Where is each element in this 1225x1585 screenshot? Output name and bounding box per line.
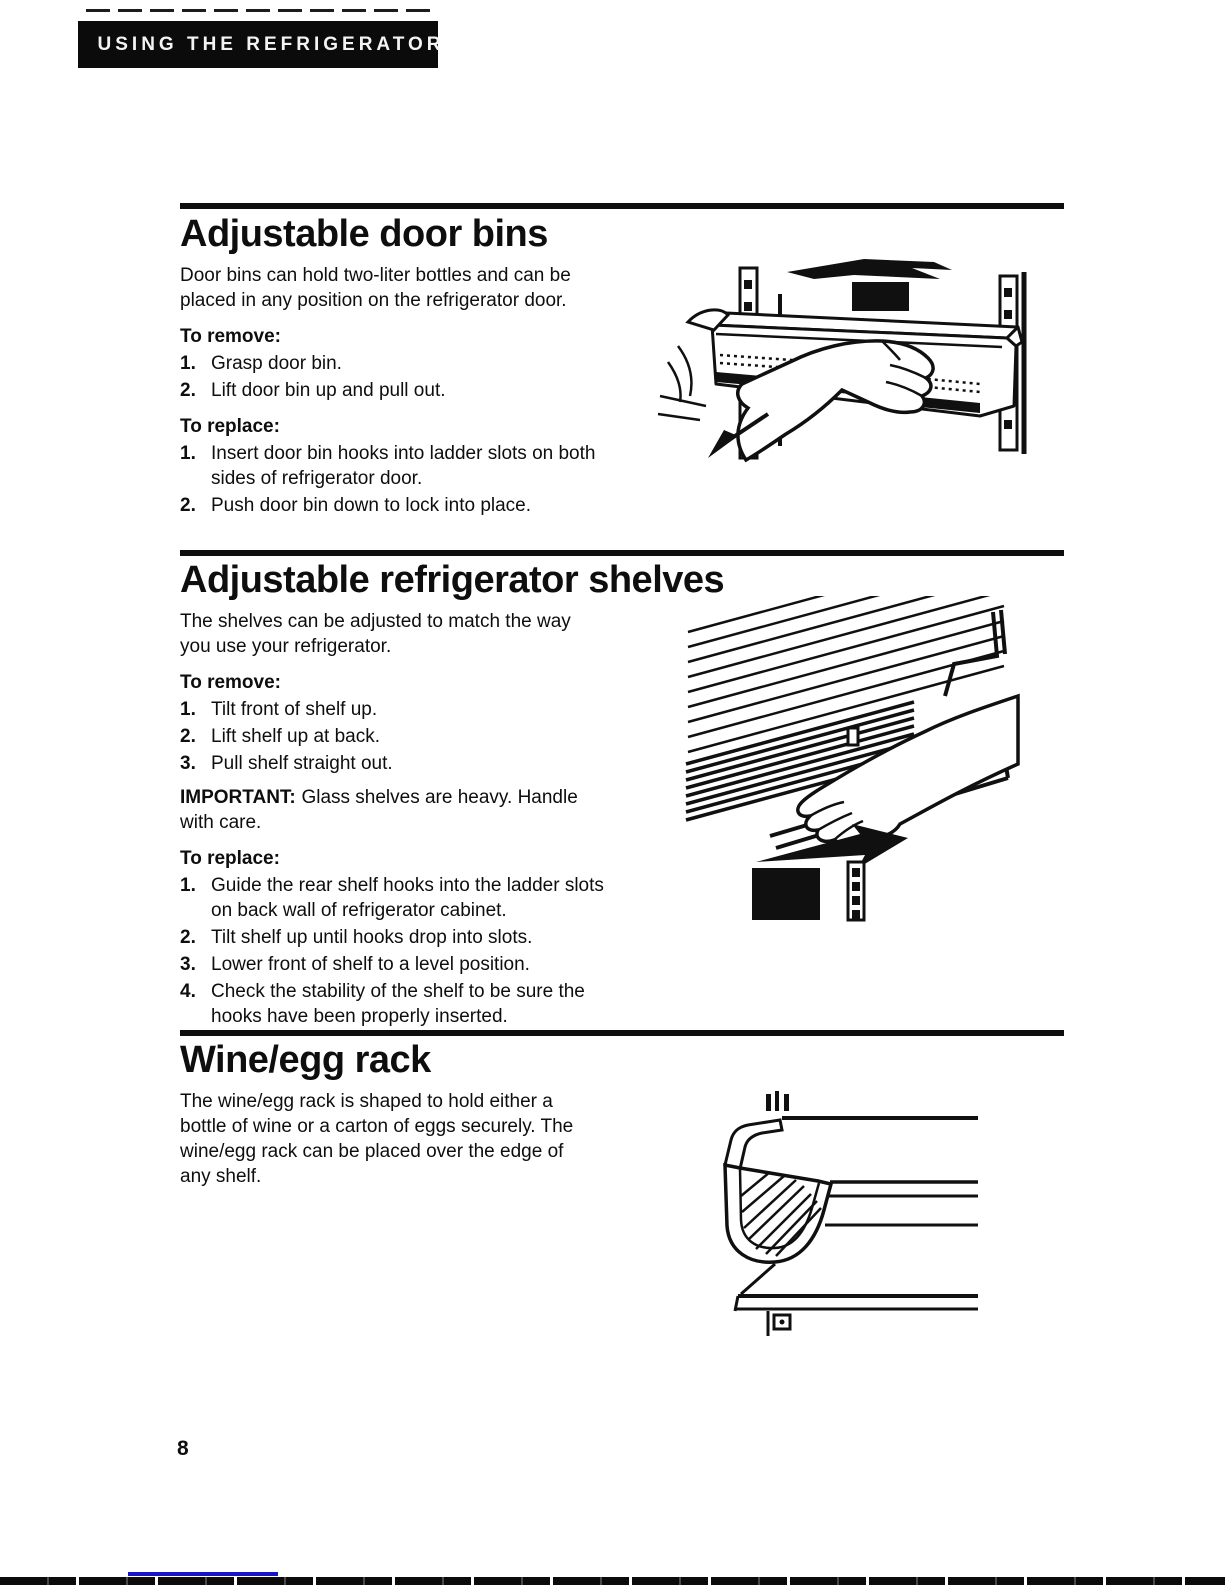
step-number: 3. bbox=[180, 954, 196, 975]
pull-out-arrow bbox=[787, 259, 952, 279]
step-number: 2. bbox=[180, 726, 196, 747]
section-intro: The shelves can be adjusted to match the way you use your refrigerator. bbox=[180, 611, 571, 657]
step-number: 2. bbox=[180, 495, 196, 516]
step-number: 2. bbox=[180, 380, 196, 401]
section-title: Adjustable refrigerator shelves bbox=[180, 559, 725, 601]
wire-shelf-illustration bbox=[652, 596, 1020, 926]
pull-direction-arrowhead bbox=[708, 430, 738, 458]
chapter-tab-label: USING THE REFRIGERATOR bbox=[97, 33, 445, 55]
wine-egg-rack-illustration bbox=[678, 1068, 1008, 1343]
step-text: Check the stability of the shelf to be sure the hooks have been properly inserted. bbox=[211, 981, 585, 1027]
step-item bbox=[180, 697, 615, 722]
chapter-tab bbox=[78, 21, 445, 68]
step-item bbox=[180, 493, 615, 518]
group-heading-remove: To remove: bbox=[180, 326, 282, 347]
section-title: Wine/egg rack bbox=[180, 1039, 431, 1081]
step-item bbox=[180, 351, 615, 376]
important-label: IMPORTANT: bbox=[180, 787, 296, 808]
section-divider-rule bbox=[180, 1030, 1064, 1036]
tab-top-dashed-line bbox=[86, 9, 438, 12]
step-text: Guide the rear shelf hooks into the ladder slots on back wall of refrigerator cabinet. bbox=[211, 875, 604, 921]
step-item bbox=[180, 952, 615, 977]
step-number: 3. bbox=[180, 753, 196, 774]
step-item bbox=[180, 873, 615, 923]
blue-underline-mark bbox=[128, 1572, 278, 1576]
section-divider-rule bbox=[180, 203, 1064, 209]
step-text: Tilt front of shelf up. bbox=[211, 699, 378, 720]
step-item bbox=[180, 751, 615, 776]
step-text: Pull shelf straight out. bbox=[211, 753, 393, 774]
step-text: Lift shelf up at back. bbox=[211, 726, 380, 747]
step-item bbox=[180, 925, 615, 950]
step-text: Insert door bin hooks into ladder slots on both sides of refrigerator door. bbox=[211, 443, 596, 489]
step-item bbox=[180, 378, 615, 403]
section-intro: Door bins can hold two-liter bottles and can be placed in any position on the refrigerator door. bbox=[180, 265, 571, 311]
group-heading-replace: To replace: bbox=[180, 416, 280, 437]
step-number: 1. bbox=[180, 875, 196, 896]
step-item bbox=[180, 979, 615, 1029]
step-item bbox=[180, 441, 615, 491]
page-number: 8 bbox=[177, 1437, 189, 1460]
step-text: Tilt shelf up until hooks drop into slots. bbox=[211, 927, 533, 948]
section-intro: The wine/egg rack is shaped to hold either a bottle of wine or a carton of eggs securely. The wine/egg rack can be placed over the edge of any shelf. bbox=[180, 1091, 574, 1187]
step-text: Grasp door bin. bbox=[211, 353, 342, 374]
rack-hook bbox=[725, 1120, 782, 1169]
page-bottom-edge bbox=[0, 1577, 1225, 1585]
step-number: 1. bbox=[180, 699, 196, 720]
step-number: 2. bbox=[180, 927, 196, 948]
step-text: Lower front of shelf to a level position. bbox=[211, 954, 530, 975]
section-divider-rule bbox=[180, 550, 1064, 556]
important-text: Glass shelves are heavy. Handle with care. bbox=[180, 787, 578, 833]
step-text: Lift door bin up and pull out. bbox=[211, 380, 446, 401]
step-item bbox=[180, 724, 615, 749]
shelf-hook bbox=[848, 728, 858, 745]
section-title: Adjustable door bins bbox=[180, 213, 548, 255]
door-bin-illustration bbox=[650, 246, 1090, 476]
important-note bbox=[180, 785, 598, 835]
step-number: 4. bbox=[180, 981, 196, 1002]
step-number: 1. bbox=[180, 353, 196, 374]
step-number: 1. bbox=[180, 443, 196, 464]
step-text: Push door bin down to lock into place. bbox=[211, 495, 532, 516]
group-heading-replace: To replace: bbox=[180, 848, 280, 869]
group-heading-remove: To remove: bbox=[180, 672, 282, 693]
